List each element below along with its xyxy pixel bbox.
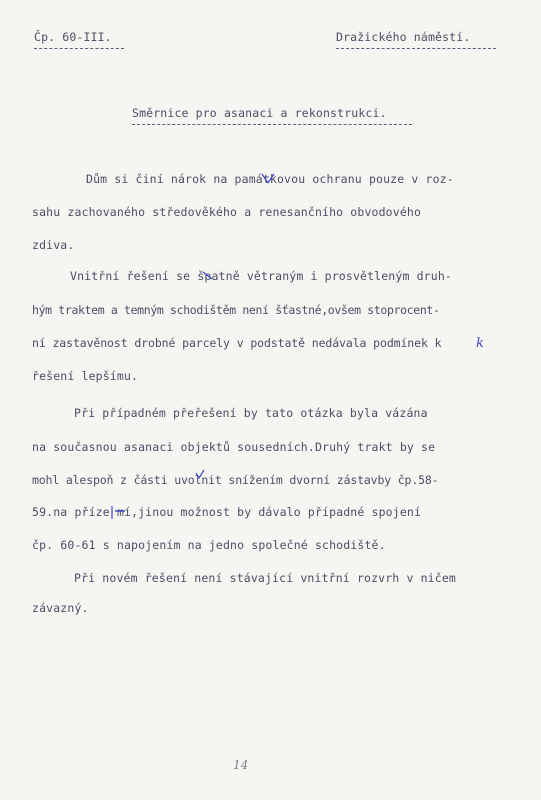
header-house-number: Čp. 60-III. [34,30,112,44]
paragraph-2-line-4: řešení lepšímu. [32,369,139,383]
document-title: Směrnice pro asanaci a rekonstrukci. [132,106,387,120]
pen-strike-se [203,272,212,279]
paragraph-4-line-1: Při novém řešení není stávající vnitřní rozvrh v ničem [74,571,456,585]
header-street-name: Dražického náměstí. [336,30,471,44]
handwritten-k-mark: k [476,336,484,351]
pen-correction-pouze [262,174,274,183]
paragraph-1-line-2: sahu zachovaného středověkého a renesančního obvodového [32,205,422,219]
paragraph-2-line-2: hým traktem a temným schodištěm není šťastné,ovšem stoprocent- [32,303,440,317]
paragraph-3-line-4: 59.na příze mí,jinou možnost by dávalo případné spojení [32,505,422,519]
paragraph-3-line-5: čp. 60-61 s napojením na jedno společné schodiště. [32,538,386,552]
paragraph-3-line-1: Při případném přeřešení by tato otázka byla vázána [74,406,428,420]
paragraph-4-line-2: závazný. [32,601,89,615]
paragraph-2-line-3: ní zastavěnost drobné parcely v podstatě nedávala podmínek k [32,336,442,350]
pen-mark-z-casti [196,470,204,478]
paragraph-3-line-3: mohl alespoň z části uvolnit snížením dvorní zástavby čp.58- [32,473,439,487]
paragraph-1-line-3: zdiva. [32,238,75,252]
paragraph-1-line-1: Dům si činí nárok na památkovou ochranu pouze v roz- [86,172,454,186]
paragraph-3-line-2: na současnou asanaci objektů sousedních.Druhý trakt by se [32,440,436,454]
paragraph-2-line-1: Vnitřní řešení se špatně větraným i prosvětleným druh- [70,269,452,283]
page-number: 14 [233,758,249,772]
